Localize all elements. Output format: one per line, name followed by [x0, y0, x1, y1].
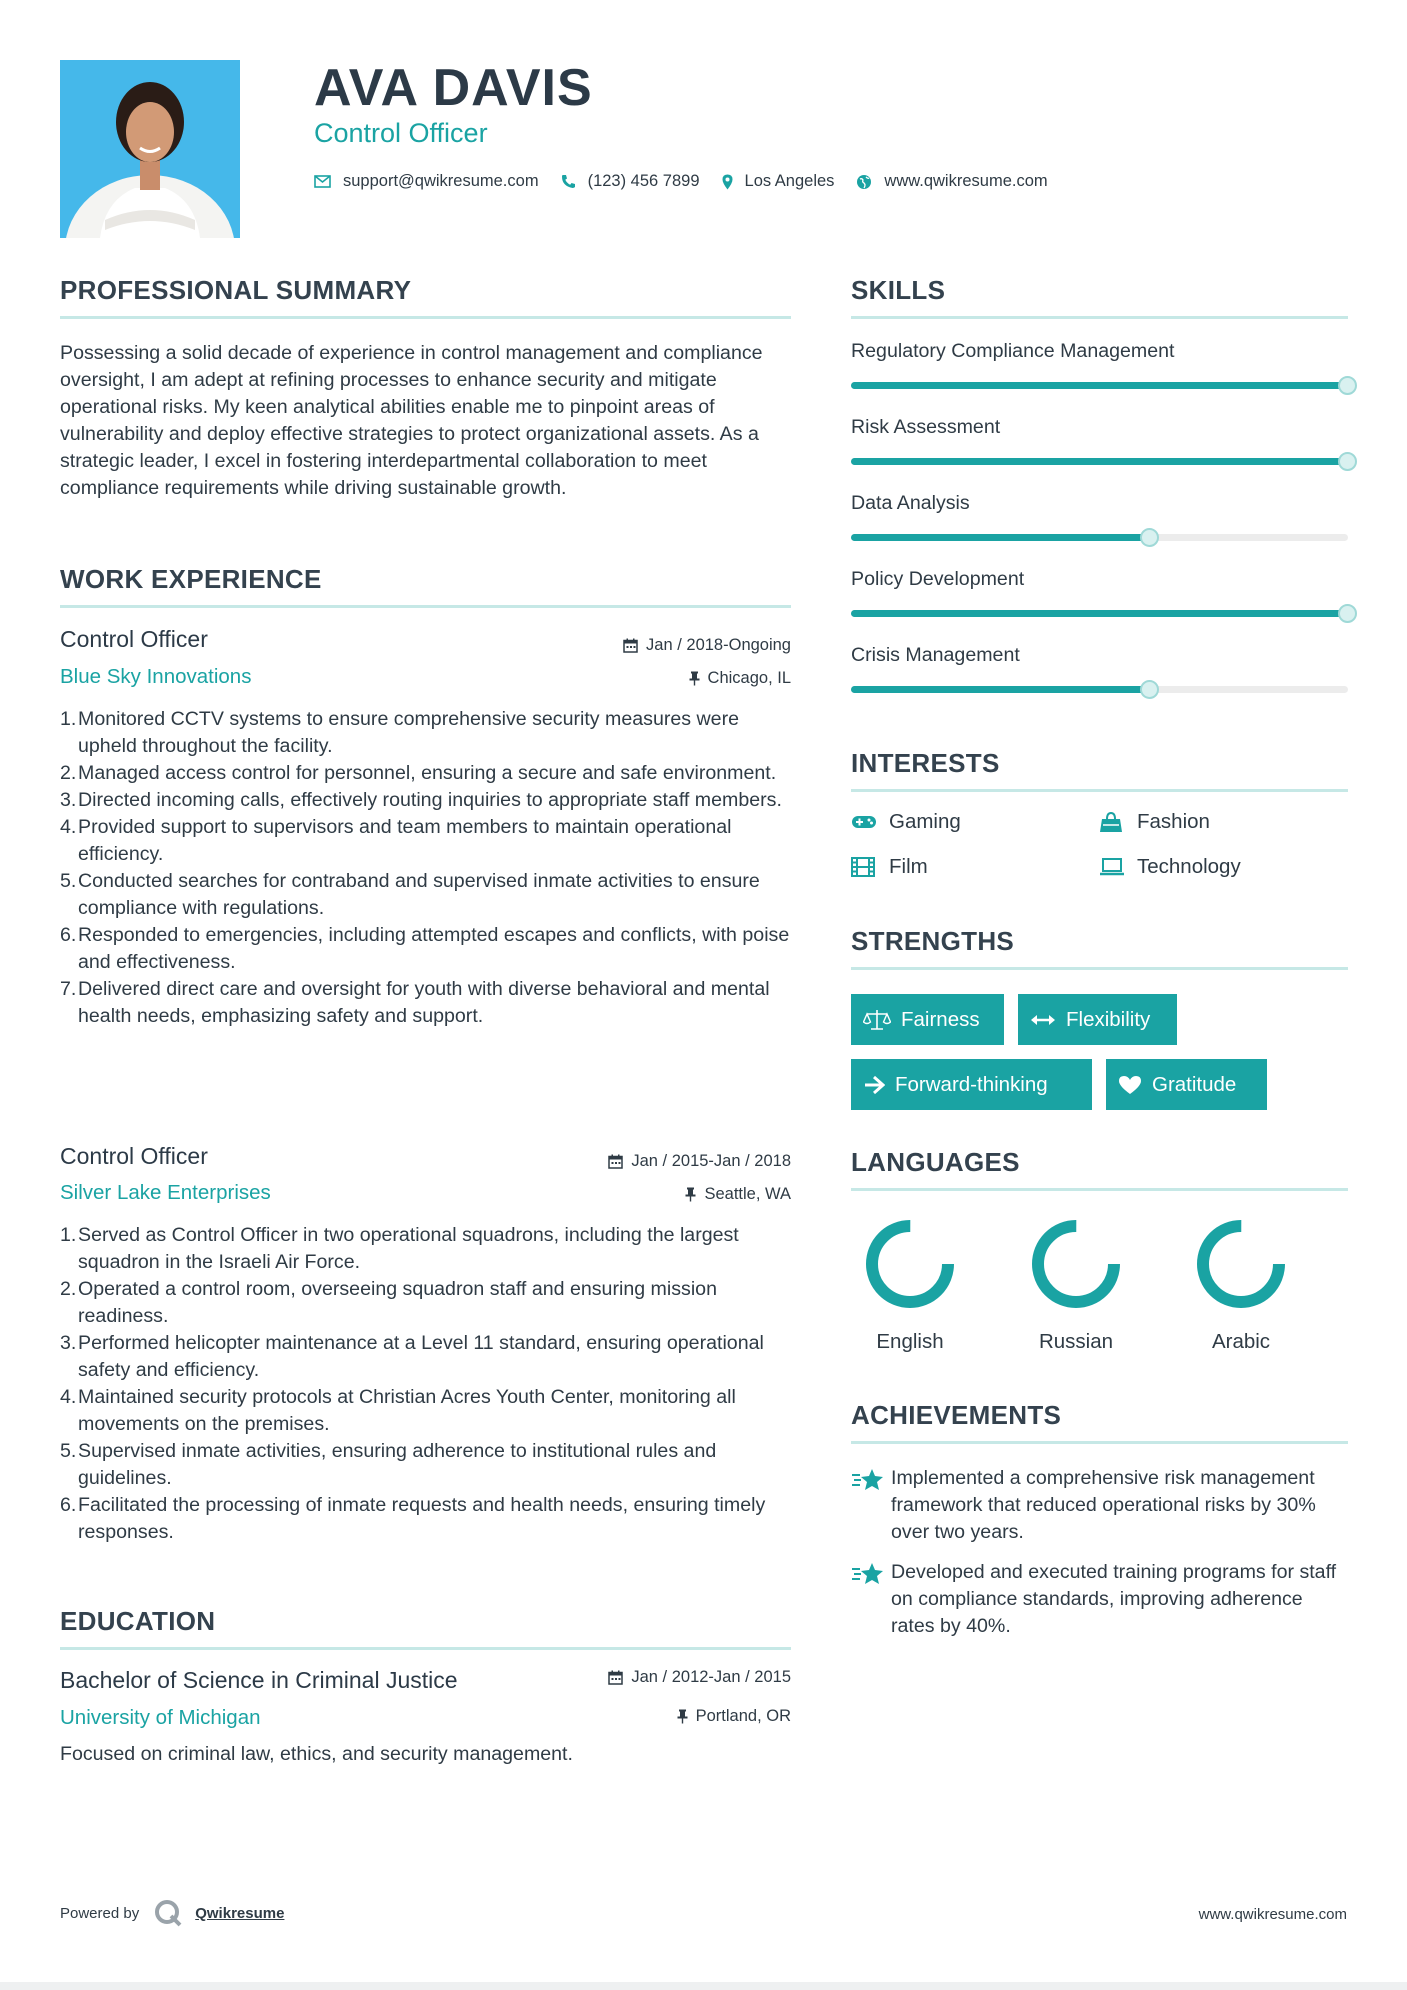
duty-text: Served as Control Officer in two operational squadrons, including the largest squadron in the Israeli Air Force. — [78, 1224, 739, 1273]
job-2-date-text: Jan / 2015-Jan / 2018 — [631, 1152, 791, 1170]
interest-film — [851, 855, 928, 879]
skills-heading: SKILLS — [851, 275, 946, 305]
language-name: English — [876, 1330, 944, 1353]
strength-gratitude — [1106, 1059, 1267, 1110]
contact-location: Los Angeles — [744, 172, 835, 190]
achievement-item — [851, 1465, 1351, 1546]
work-heading: WORK EXPERIENCE — [60, 564, 322, 594]
skill-name: Crisis Management — [851, 644, 1020, 666]
duty-item — [60, 922, 795, 976]
duty-text: Monitored CCTV systems to ensure comprehensive security measures were upheld throughout the facility. — [78, 708, 739, 757]
job-1-title: Control Officer — [60, 626, 208, 652]
education-location-text: Portland, OR — [695, 1707, 791, 1725]
job-2-location-text: Seattle, WA — [704, 1185, 791, 1203]
calendar-icon — [608, 1670, 623, 1685]
pin-icon — [677, 1709, 688, 1724]
duty-item — [60, 1222, 795, 1276]
skill-bar-fill — [851, 534, 1149, 541]
duty-item — [60, 976, 795, 1030]
job-2-duties — [60, 1222, 795, 1546]
interest-fashion — [1099, 810, 1210, 834]
interest-label: Film — [889, 855, 928, 878]
interest-label: Fashion — [1137, 810, 1210, 833]
skill-bar-fill — [851, 382, 1348, 389]
skill-name: Regulatory Compliance Management — [851, 340, 1175, 362]
skill-bar — [851, 610, 1348, 617]
summary-text: Possessing a solid decade of experience in control management and compliance oversight, I am adept at refining processes to enhance security and mitigate operational risks. My keen analytical abilities enable me to pinpoint areas of vulnerability and deploy effective strategies to protect organizational assets. As a strategic leader, I excel in fostering interdepartmental collaboration to meet compliance requirements while driving sustainable growth. — [60, 342, 763, 499]
strengths-divider — [851, 967, 1348, 970]
language-item — [1021, 1218, 1131, 1354]
envelope-icon — [314, 175, 331, 188]
arrow-right-icon — [863, 1075, 885, 1095]
duty-number: 6. — [60, 1494, 77, 1516]
duty-text: Directed incoming calls, effectively routing inquiries to appropriate staff members. — [78, 789, 782, 811]
job-1-date-text: Jan / 2018-Ongoing — [646, 636, 791, 654]
skills-divider — [851, 316, 1348, 319]
skill-bar-knob — [1338, 452, 1357, 471]
duty-item — [60, 1492, 795, 1546]
skill-name: Policy Development — [851, 568, 1025, 590]
interests-divider — [851, 789, 1348, 792]
skill-bar-fill — [851, 458, 1348, 465]
strengths-heading: STRENGTHS — [851, 926, 1015, 956]
duty-text: Conducted searches for contraband and supervised inmate activities to ensure compliance with regulations. — [78, 870, 760, 919]
pin-icon — [689, 671, 700, 686]
strength-label: Fairness — [901, 1007, 980, 1031]
film-icon — [851, 856, 877, 878]
duty-item — [60, 1438, 795, 1492]
shopping-bag-icon — [1099, 811, 1125, 833]
job-1-location — [689, 669, 791, 688]
powered-by-label: Powered by — [60, 1904, 140, 1922]
achievement-item — [851, 1559, 1351, 1640]
strength-label: Forward-thinking — [895, 1072, 1048, 1096]
duty-number: 4. — [60, 1386, 77, 1408]
map-marker-icon — [722, 174, 733, 190]
interest-label: Technology — [1137, 855, 1241, 878]
duty-number: 2. — [60, 762, 77, 784]
shooting-star-icon — [851, 1465, 891, 1546]
work-divider — [60, 605, 791, 608]
language-name: Arabic — [1211, 1330, 1271, 1353]
skill-bar — [851, 458, 1348, 465]
skill-bar-knob — [1140, 680, 1159, 699]
language-gauge-arc — [1203, 1226, 1279, 1302]
strength-label: Gratitude — [1152, 1072, 1237, 1096]
qwikresume-link[interactable]: Qwikresume — [195, 1904, 285, 1922]
balance-scale-icon — [863, 1009, 891, 1031]
skill-bar — [851, 534, 1348, 541]
contact-bar — [314, 172, 1070, 191]
language-name: Russian — [1038, 1330, 1114, 1353]
duty-item — [60, 1276, 795, 1330]
duty-number: 5. — [60, 870, 77, 892]
job-1-company: Blue Sky Innovations — [60, 665, 252, 688]
education-date — [608, 1668, 791, 1687]
language-gauge — [1195, 1218, 1287, 1310]
duty-text: Operated a control room, overseeing squadron staff and ensuring mission readiness. — [78, 1278, 717, 1327]
double-arrow-icon — [1030, 1013, 1056, 1027]
language-gauge-arc — [872, 1226, 948, 1302]
duty-number: 3. — [60, 789, 77, 811]
skill-bar-knob — [1338, 376, 1357, 395]
contact-phone[interactable]: (123) 456 7899 — [587, 172, 700, 190]
pin-icon — [685, 1187, 696, 1202]
strength-flexibility — [1018, 994, 1177, 1045]
footer-powered-by — [60, 1898, 284, 1928]
education-heading: EDUCATION — [60, 1606, 216, 1636]
duty-number: 7. — [60, 978, 77, 1000]
duty-number: 5. — [60, 1440, 77, 1462]
education-location — [677, 1707, 791, 1726]
strength-label: Flexibility — [1066, 1007, 1151, 1031]
skill-bar — [851, 382, 1348, 389]
calendar-icon — [623, 638, 638, 653]
candidate-role: Control Officer — [314, 118, 488, 148]
duty-text: Supervised inmate activities, ensuring adherence to institutional rules and guidelines. — [78, 1440, 717, 1489]
duty-item — [60, 1330, 795, 1384]
strength-fairness — [851, 994, 1004, 1045]
achievement-text: Developed and executed training programs for staff on compliance standards, improving adherence rates by 40%. — [891, 1561, 1337, 1637]
education-school: University of Michigan — [60, 1706, 261, 1729]
education-date-text: Jan / 2012-Jan / 2015 — [631, 1668, 791, 1686]
skill-bar-knob — [1140, 528, 1159, 547]
duty-number: 2. — [60, 1278, 77, 1300]
language-gauge — [1030, 1218, 1122, 1310]
candidate-name: AVA DAVIS — [314, 59, 593, 117]
duty-number: 4. — [60, 816, 77, 838]
education-description: Focused on criminal law, ethics, and security management. — [60, 1743, 573, 1765]
duty-number: 1. — [60, 1224, 77, 1246]
qwikresume-logo-icon — [153, 1898, 183, 1928]
duty-item — [60, 760, 795, 787]
job-2-title: Control Officer — [60, 1143, 208, 1169]
summary-divider — [60, 316, 791, 319]
achievements-heading: ACHIEVEMENTS — [851, 1400, 1062, 1430]
strength-forward-thinking — [851, 1059, 1092, 1110]
phone-icon — [561, 174, 576, 189]
job-1-duties — [60, 706, 795, 1030]
duty-text: Responded to emergencies, including attempted escapes and conflicts, with poise and effectiveness. — [78, 924, 790, 973]
job-1-location-text: Chicago, IL — [707, 669, 791, 687]
shooting-star-icon — [851, 1559, 891, 1640]
duty-text: Facilitated the processing of inmate requests and health needs, ensuring timely responses. — [78, 1494, 766, 1543]
languages-heading: LANGUAGES — [851, 1147, 1020, 1177]
achievements-divider — [851, 1441, 1348, 1444]
duty-number: 1. — [60, 708, 77, 730]
achievement-text: Implemented a comprehensive risk management framework that reduced operational risks by 30% over two years. — [891, 1467, 1316, 1543]
language-gauge — [864, 1218, 956, 1310]
calendar-icon — [608, 1154, 623, 1169]
language-item — [855, 1218, 965, 1354]
duty-text: Delivered direct care and oversight for youth with diverse behavioral and mental health needs, emphasizing safety and support. — [78, 978, 770, 1027]
duty-text: Maintained security protocols at Christian Acres Youth Center, monitoring all movements on the premises. — [78, 1386, 736, 1435]
profile-photo — [60, 60, 240, 238]
interest-technology — [1099, 855, 1241, 879]
language-gauge-arc — [1038, 1226, 1114, 1302]
job-1-date — [623, 636, 791, 655]
skill-name: Risk Assessment — [851, 416, 1001, 438]
skill-bar-knob — [1338, 604, 1357, 623]
contact-website[interactable]: www.qwikresume.com — [884, 172, 1048, 190]
skill-name: Data Analysis — [851, 492, 970, 514]
laptop-icon — [1099, 856, 1125, 878]
duty-item — [60, 1384, 795, 1438]
duty-text: Managed access control for personnel, ensuring a secure and safe environment. — [78, 762, 777, 784]
education-divider — [60, 1647, 791, 1650]
duty-number: 6. — [60, 924, 77, 946]
duty-number: 3. — [60, 1332, 77, 1354]
interest-label: Gaming — [889, 810, 961, 833]
gamepad-icon — [851, 811, 877, 833]
job-2-company: Silver Lake Enterprises — [60, 1181, 271, 1204]
skill-bar — [851, 686, 1348, 693]
interest-gaming — [851, 810, 961, 834]
footer-website[interactable]: www.qwikresume.com — [1198, 1906, 1347, 1923]
job-2-date — [608, 1152, 791, 1171]
summary-heading: PROFESSIONAL SUMMARY — [60, 275, 412, 305]
duty-item — [60, 706, 795, 760]
duty-item — [60, 814, 795, 868]
duty-item — [60, 787, 795, 814]
duty-item — [60, 868, 795, 922]
skill-bar-fill — [851, 686, 1149, 693]
language-item — [1186, 1218, 1296, 1354]
languages-divider — [851, 1188, 1348, 1191]
contact-email[interactable]: support@qwikresume.com — [343, 172, 539, 190]
duty-text: Provided support to supervisors and team members to maintain operational efficiency. — [78, 816, 732, 865]
globe-icon — [856, 174, 872, 190]
job-2-location — [685, 1185, 791, 1204]
heart-icon — [1118, 1075, 1142, 1095]
interests-heading: INTERESTS — [851, 748, 1000, 778]
skill-bar-fill — [851, 610, 1348, 617]
education-degree: Bachelor of Science in Criminal Justice — [60, 1667, 458, 1693]
footer-bar — [0, 1982, 1407, 1990]
duty-text: Performed helicopter maintenance at a Level 11 standard, ensuring operational safety and efficiency. — [78, 1332, 764, 1381]
